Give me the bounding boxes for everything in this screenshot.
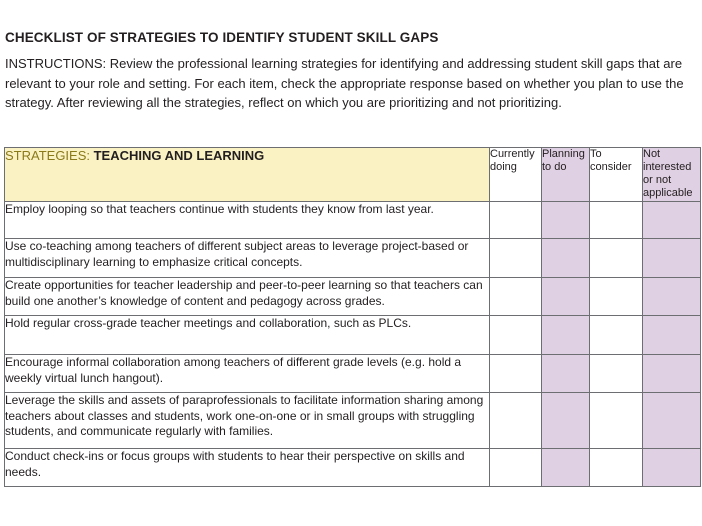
checkbox-currently-doing[interactable] xyxy=(490,393,542,449)
strategies-checklist-table xyxy=(4,147,701,487)
strategy-text: Use co-teaching among teachers of different subject areas to leverage project-based or multidisciplinary learning to emphasize critical concepts. xyxy=(5,239,490,278)
checkbox-not-interested[interactable] xyxy=(643,278,701,316)
checkbox-planning-to-do[interactable] xyxy=(542,239,590,278)
checkbox-planning-to-do[interactable] xyxy=(542,278,590,316)
checkbox-to-consider[interactable] xyxy=(590,393,643,449)
checkbox-currently-doing[interactable] xyxy=(490,239,542,278)
table-row xyxy=(5,239,701,278)
strategies-header-cell xyxy=(5,148,490,202)
checkbox-currently-doing[interactable] xyxy=(490,278,542,316)
checkbox-not-interested[interactable] xyxy=(643,393,701,449)
checkbox-currently-doing[interactable] xyxy=(490,355,542,393)
strategy-text: Encourage informal collaboration among teachers of different grade levels (e.g. hold a weekly virtual lunch hangout). xyxy=(5,355,490,393)
strategy-text: Hold regular cross-grade teacher meetings and collaboration, such as PLCs. xyxy=(5,316,490,355)
checkbox-not-interested[interactable] xyxy=(643,202,701,239)
strategies-section-title: TEACHING AND LEARNING xyxy=(93,148,265,163)
strategy-text: Create opportunities for teacher leadership and peer-to-peer learning so that teachers can build one another’s knowledge of content and pedagogy across grades. xyxy=(5,278,490,316)
table-row xyxy=(5,316,701,355)
strategies-label: STRATEGIES: xyxy=(5,148,94,163)
checkbox-to-consider[interactable] xyxy=(590,239,643,278)
checkbox-not-interested[interactable] xyxy=(643,239,701,278)
checkbox-currently-doing[interactable] xyxy=(490,316,542,355)
checkbox-planning-to-do[interactable] xyxy=(542,393,590,449)
checkbox-planning-to-do[interactable] xyxy=(542,355,590,393)
checkbox-planning-to-do[interactable] xyxy=(542,449,590,487)
column-header-currently-doing: Currently doing xyxy=(490,148,542,202)
checkbox-planning-to-do[interactable] xyxy=(542,202,590,239)
checkbox-currently-doing[interactable] xyxy=(490,449,542,487)
checkbox-to-consider[interactable] xyxy=(590,202,643,239)
strategy-text: Leverage the skills and assets of paraprofessionals to facilitate information sharing among teachers about classes and students, work one-on-one or in small groups with struggling students, and communicate regularly with families. xyxy=(5,393,490,449)
table-header-row xyxy=(5,148,701,202)
checkbox-to-consider[interactable] xyxy=(590,278,643,316)
checkbox-not-interested[interactable] xyxy=(643,316,701,355)
column-header-planning-to-do: Planning to do xyxy=(542,148,590,202)
checkbox-not-interested[interactable] xyxy=(643,449,701,487)
checkbox-not-interested[interactable] xyxy=(643,355,701,393)
strategy-text: Employ looping so that teachers continue with students they know from last year. xyxy=(5,202,490,239)
column-header-to-consider: To consider xyxy=(590,148,643,202)
instructions-text: INSTRUCTIONS: Review the professional learning strategies for identifying and addressing student skill gaps that are relevant to your role and setting. For each item, check the appropriate response based on whether you plan to use the strategy. After reviewing all the strategies, reflect on which you are prioritizing and not prioritizing. xyxy=(5,56,684,110)
checkbox-to-consider[interactable] xyxy=(590,355,643,393)
table-row xyxy=(5,449,701,487)
table-row xyxy=(5,202,701,239)
checkbox-planning-to-do[interactable] xyxy=(542,316,590,355)
checkbox-to-consider[interactable] xyxy=(590,316,643,355)
column-header-not-interested: Not interested or not applicable xyxy=(643,148,701,202)
table-row xyxy=(5,393,701,449)
table-row xyxy=(5,355,701,393)
checkbox-to-consider[interactable] xyxy=(590,449,643,487)
checkbox-currently-doing[interactable] xyxy=(490,202,542,239)
page-title: CHECKLIST OF STRATEGIES TO IDENTIFY STUDENT SKILL GAPS xyxy=(5,30,439,45)
table-row xyxy=(5,278,701,316)
strategy-text: Conduct check-ins or focus groups with students to hear their perspective on skills and needs. xyxy=(5,449,490,487)
